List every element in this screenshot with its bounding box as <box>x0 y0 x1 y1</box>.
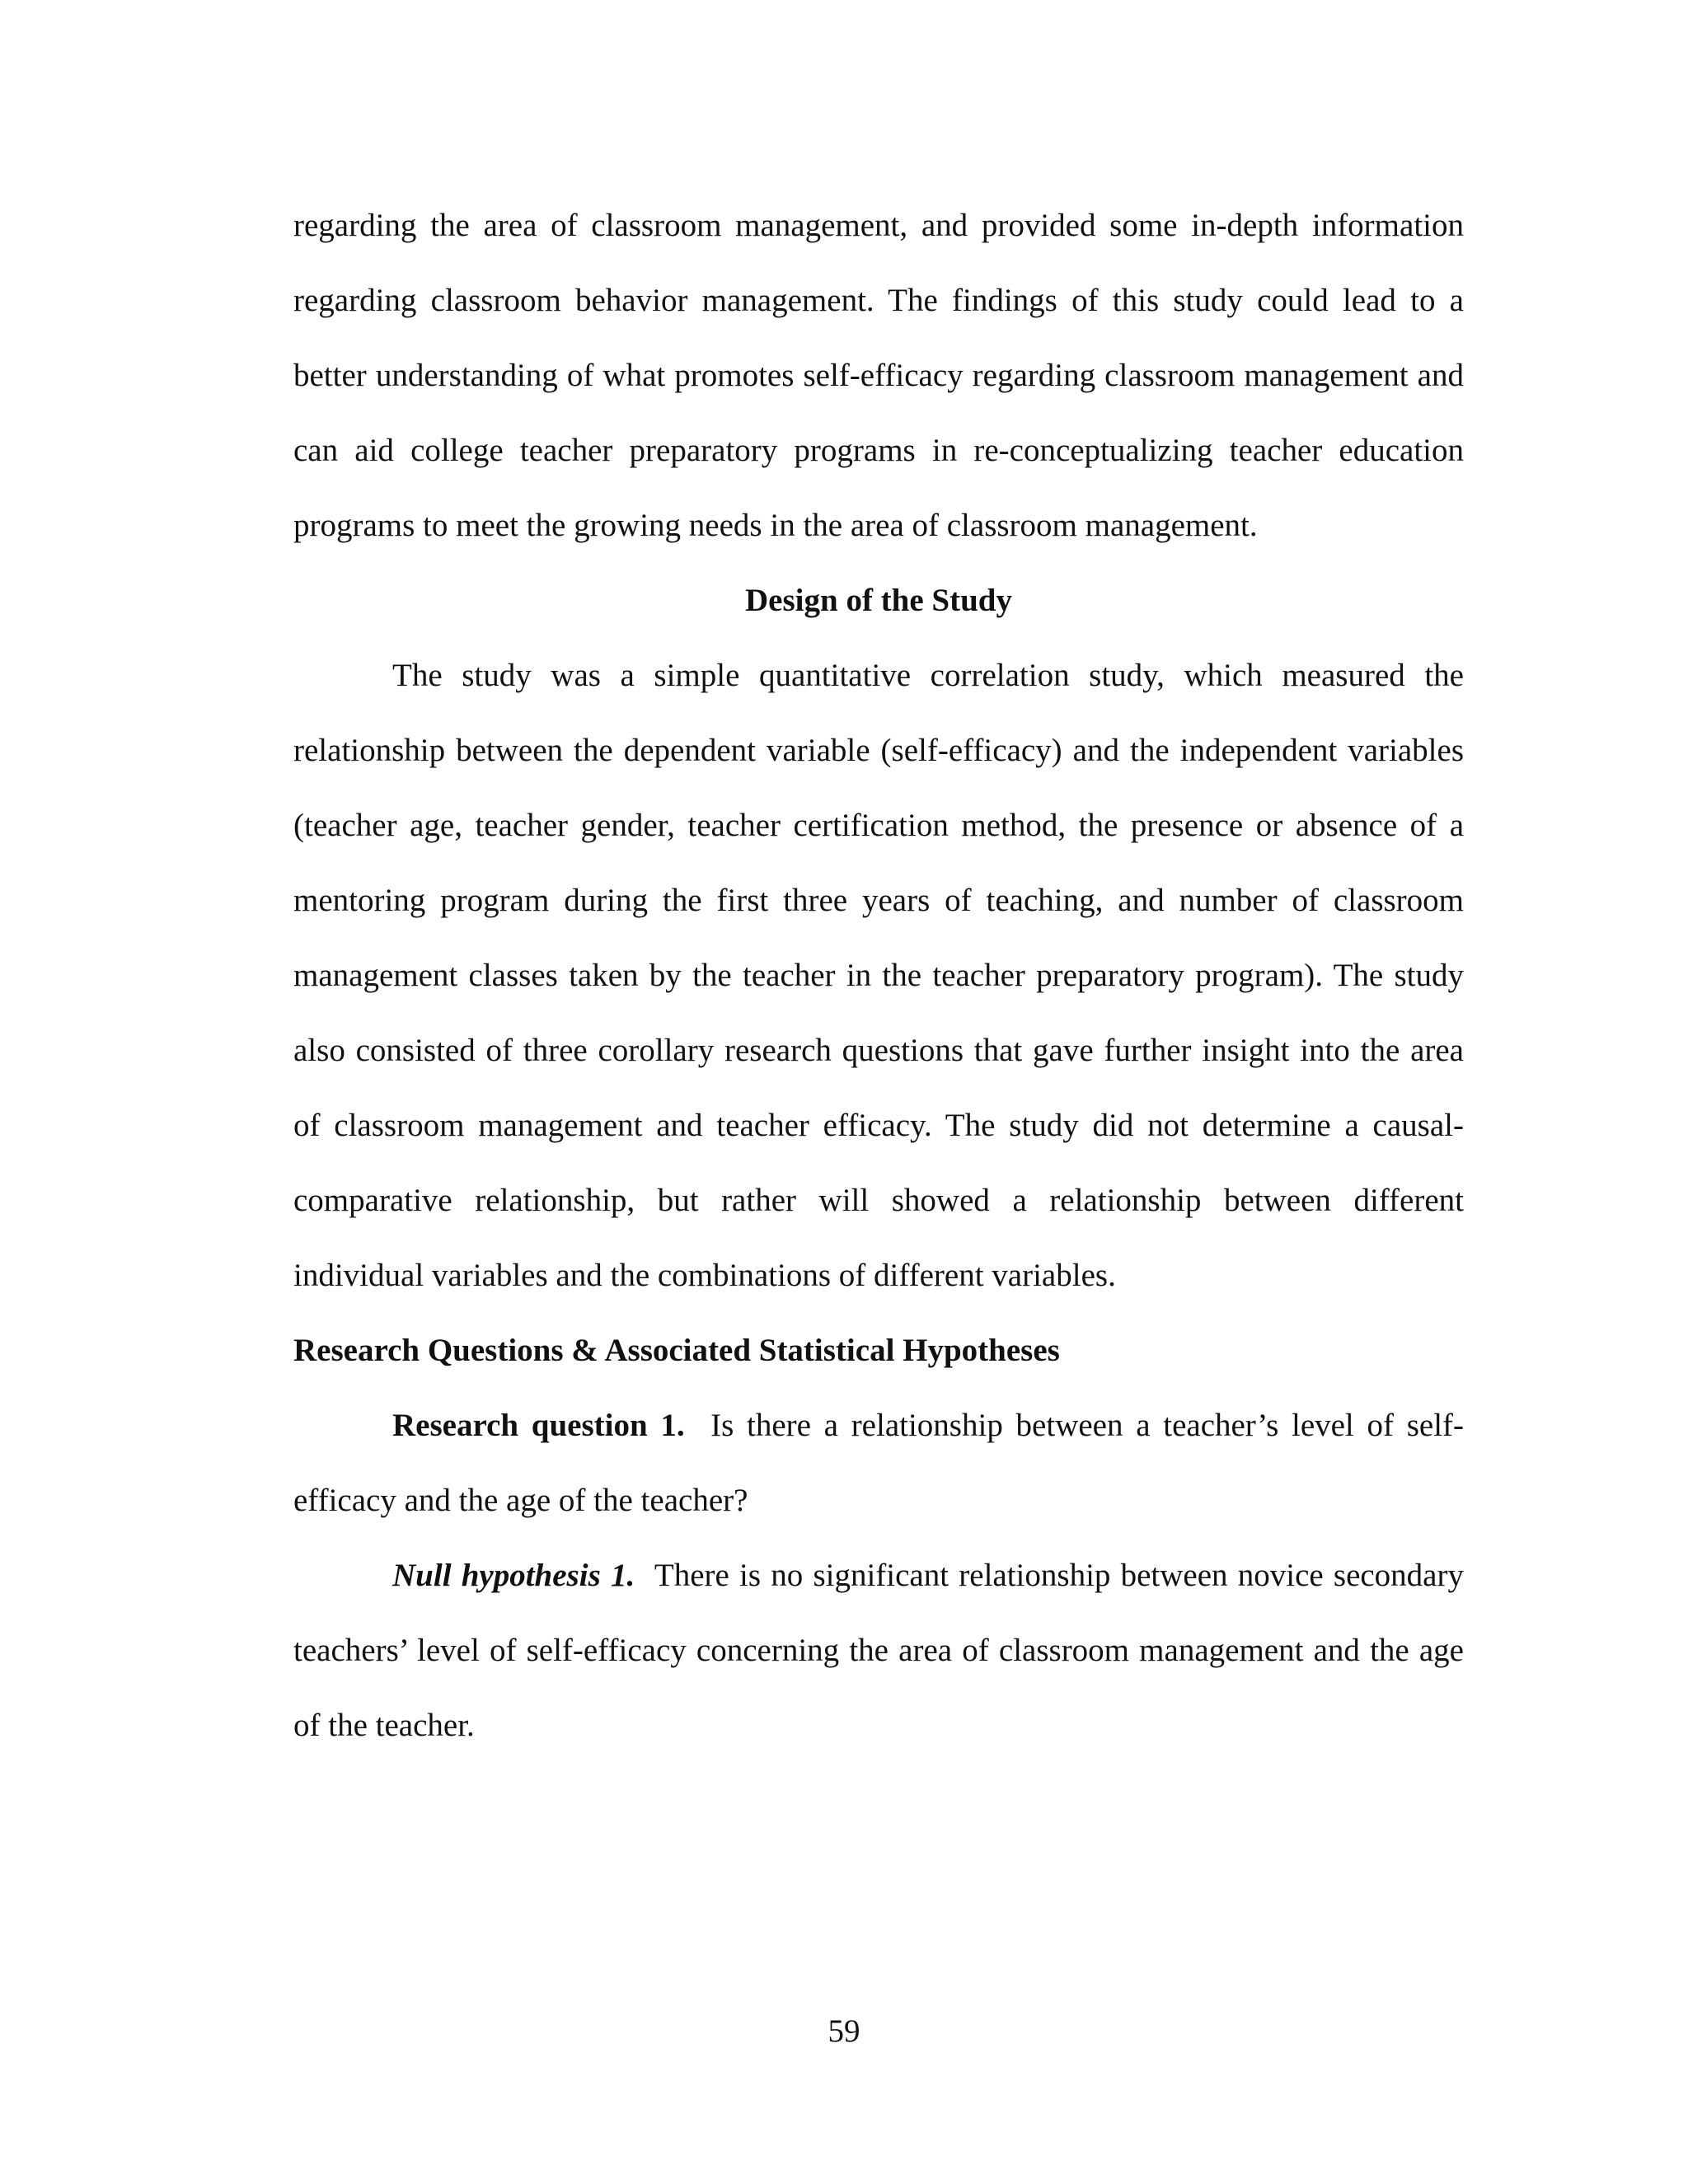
null-hypothesis-1-paragraph <box>293 1538 1464 1763</box>
research-question-1-label: Research question 1. <box>392 1408 685 1443</box>
design-paragraph: The study was a simple quantitative correlation study, which measured the relationship between the dependent variable (self-efficacy) and the independent variables (teacher age, teacher gender, teacher certification method, the presence or absence of a mentoring program during the first three years of teaching, and number of classroom management classes taken by the teacher in the teacher preparatory program). The study also consisted of three corollary research questions that gave further insight into the area of classroom management and teacher efficacy. The study did not determine a causal-comparative relationship, but rather will showed a relationship between different individual variables and the combinations of different variables. <box>293 658 1464 1293</box>
null-hypothesis-1-text: There is no significant relationship between novice secondary teachers’ level of self-efficacy concerning the area of classroom management and the age of the teacher. <box>293 1558 1464 1743</box>
continued-paragraph: regarding the area of classroom management, and provided some in-depth information regarding classroom behavior management. The findings of this study could lead to a better understanding of what promotes self-efficacy regarding classroom management and can aid college teacher preparatory programs in re-conceptualizing teacher education programs to meet the growing needs in the area of classroom management. <box>293 208 1464 543</box>
research-question-1-text: Is there a relationship between a teacher’s level of self-efficacy and the age of the teacher? <box>293 1408 1465 1518</box>
null-hypothesis-1-label: Null hypothesis 1. <box>392 1558 635 1593</box>
section-heading-design-of-study: Design of the Study <box>745 583 1012 618</box>
research-question-1-paragraph <box>293 1388 1464 1538</box>
subsection-heading-research-questions: Research Questions & Associated Statistical Hypotheses <box>293 1333 1060 1368</box>
page-content <box>293 188 1464 1763</box>
page-number: 59 <box>828 2013 860 2049</box>
